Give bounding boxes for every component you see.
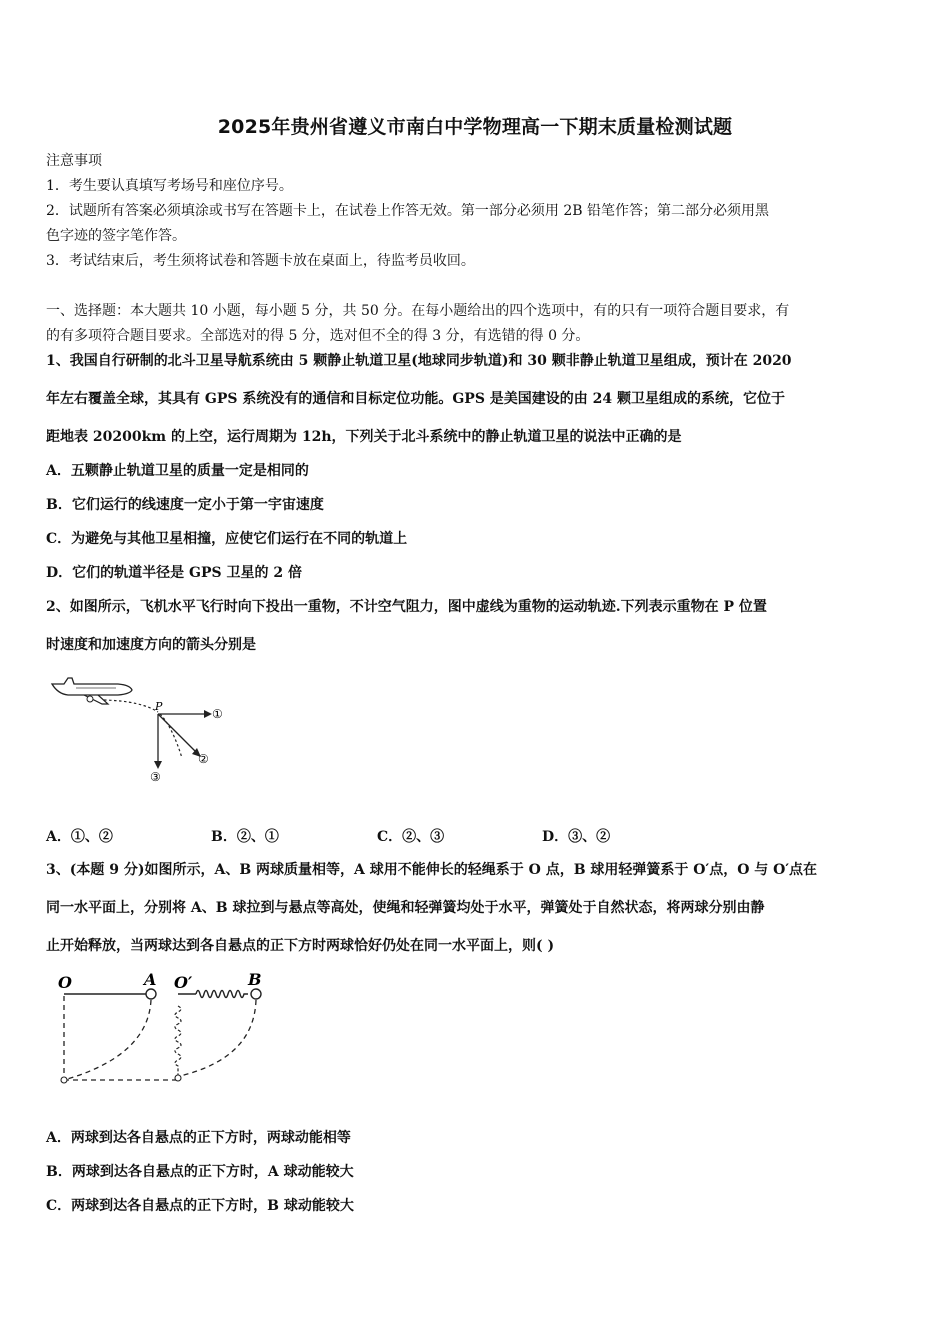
trajectory-dashed-curve xyxy=(160,714,182,758)
question-2-option-d: D．③、② xyxy=(542,829,611,845)
ball-a-path xyxy=(64,1000,151,1080)
trajectory-dashed-line xyxy=(104,700,158,712)
question-3-text: 同一水平面上，分别将 A、B 球拉到与悬点等高处，使绳和轻弹簧均处于水平，弹簧处于自然状态，将两球分别由静 xyxy=(46,900,765,916)
notice-item: 2．试题所有答案必须填涂或书写在答题卡上，在试卷上作答无效。第一部分必须用 2B 铅笔作答；第二部分必须用黑 xyxy=(46,203,769,219)
arrow-2-label: ② xyxy=(198,752,209,766)
question-1-option-c: C．为避免与其他卫星相撞，应使它们运行在不同的轨道上 xyxy=(46,531,408,547)
question-2-option-c: C．②、③ xyxy=(377,829,445,845)
spring-horizontal xyxy=(196,991,248,998)
question-3-text: 3、(本题 9 分)如图所示，A、B 两球质量相等，A 球用不能伸长的轻绳系于 O 点，B 球用轻弹簧系于 O′点，O 与 O′点在 xyxy=(46,862,818,878)
question-3-text: 止开始释放，当两球达到各自悬点的正下方时两球恰好仍处在同一水平面上，则( ) xyxy=(46,938,555,954)
question-2-figure xyxy=(46,666,246,791)
airplane-illustration xyxy=(52,678,132,704)
question-1-text: 距地表 20200km 的上空，运行周期为 12h，下列关于北斗系统中的静止轨道卫星的说法中正确的是 xyxy=(46,429,682,445)
question-1-text: 年左右覆盖全球，其具有 GPS 系统没有的通信和目标定位功能。GPS 是美国建设的由 24 颗卫星组成的系统，它位于 xyxy=(46,391,786,407)
arrow-1-label: ① xyxy=(212,707,223,721)
notice-item: 3．考试结束后，考生须将试卷和答题卡放在桌面上，待监考员收回。 xyxy=(46,253,475,269)
question-1-option-a: A．五颗静止轨道卫星的质量一定是相同的 xyxy=(46,463,309,479)
question-2-text: 时速度和加速度方向的箭头分别是 xyxy=(46,637,256,653)
arrow-3-label: ③ xyxy=(150,770,161,784)
notice-item: 色字迹的签字笔作答。 xyxy=(46,228,186,244)
spring-vertical-dashed xyxy=(175,1006,181,1076)
ball-a xyxy=(146,989,156,999)
question-3-figure xyxy=(50,966,280,1091)
label-o: O xyxy=(58,973,72,992)
question-3-option-b: B．两球到达各自悬点的正下方时，A 球动能较大 xyxy=(46,1164,354,1180)
question-1-option-d: D．它们的轨道半径是 GPS 卫星的 2 倍 xyxy=(46,565,302,581)
question-3-option-c: C．两球到达各自悬点的正下方时，B 球动能较大 xyxy=(46,1198,354,1214)
question-1-text: 1、我国自行研制的北斗卫星导航系统由 5 颗静止轨道卫星(地球同步轨道)和 30 颗非静止轨道卫星组成，预计在 2020 xyxy=(46,353,792,369)
arrow-3-head xyxy=(154,761,162,769)
section-instructions: 一、选择题：本大题共 10 小题，每小题 5 分，共 50 分。在每小题给出的四个选项中，有的只有一项符合题目要求，有 xyxy=(46,303,790,319)
ball-b-path xyxy=(180,1000,256,1076)
ball-b-bottom xyxy=(175,1075,181,1081)
point-p-label: P xyxy=(155,700,163,713)
label-a: A xyxy=(144,970,157,989)
page-title: 2025年贵州省遵义市南白中学物理高一下期末质量检测试题 xyxy=(217,116,733,138)
ball-a-bottom xyxy=(61,1077,67,1083)
arrow-1-head xyxy=(204,710,212,718)
label-b: B xyxy=(248,970,262,989)
arrow-2 xyxy=(158,714,198,754)
question-1-option-b: B．它们运行的线速度一定小于第一宇宙速度 xyxy=(46,497,324,513)
notice-item: 1．考生要认真填写考场号和座位序号。 xyxy=(46,178,293,194)
question-2-option-b: B．②、① xyxy=(211,829,279,845)
section-instructions: 的有多项符合题目要求。全部选对的得 5 分，选对但不全的得 3 分，有选错的得 0 分。 xyxy=(46,328,590,344)
question-3-option-a: A．两球到达各自悬点的正下方时，两球动能相等 xyxy=(46,1130,351,1146)
label-o-prime: O′ xyxy=(174,973,193,992)
question-2-text: 2、如图所示，飞机水平飞行时向下投出一重物，不计空气阻力，图中虚线为重物的运动轨迹.下列表示重物在 P 位置 xyxy=(46,599,767,615)
question-2-option-a: A．①、② xyxy=(46,829,113,845)
notice-heading: 注意事项 xyxy=(46,153,102,169)
ball-b xyxy=(251,989,261,999)
